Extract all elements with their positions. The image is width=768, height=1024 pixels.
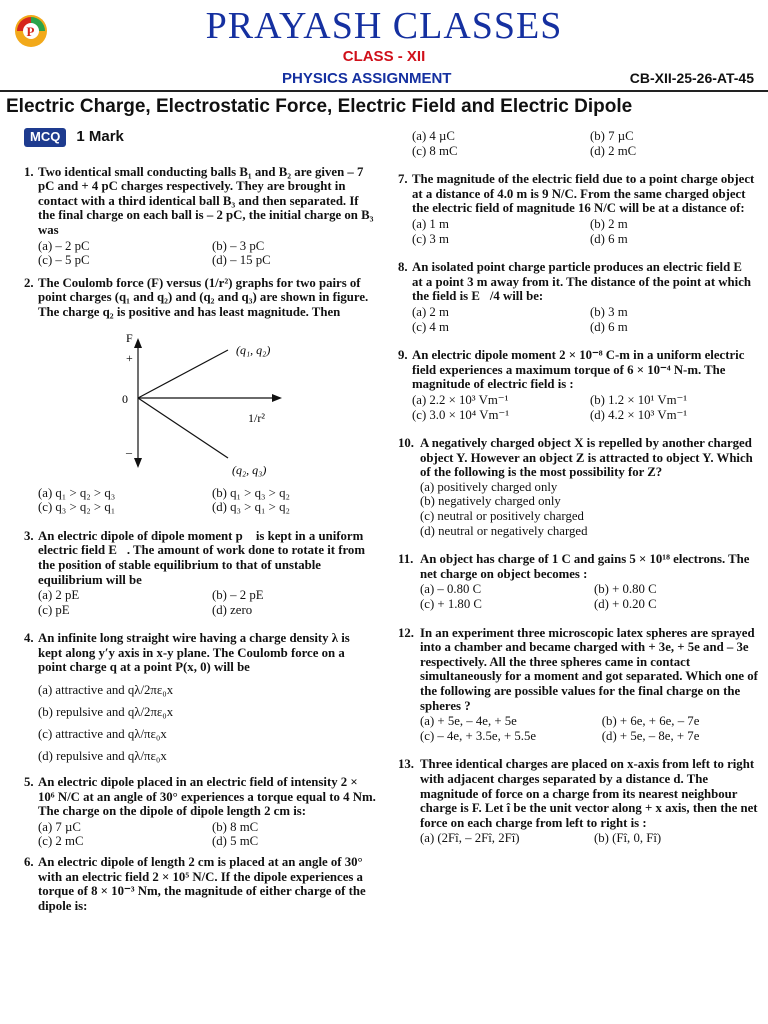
option-a[interactable]: (a) – 2 pC	[38, 238, 90, 253]
section-header	[24, 128, 376, 147]
assignment-label: PHYSICS ASSIGNMENT	[282, 70, 452, 87]
option-d[interactable]: (d) 6 m	[590, 319, 628, 334]
option-c[interactable]: (c) 2 mC	[38, 834, 84, 849]
option-a[interactable]: (a) 2 m	[412, 304, 449, 319]
question-number: 6.	[24, 855, 34, 870]
option-c[interactable]: (c) 8 mC	[412, 143, 458, 158]
question-text: An object has charge of 1 C and gains 5 × 10¹⁸ electrons. The net charge on object becomes :	[420, 552, 750, 581]
question-text: An isolated point charge particle produces an electric field E⃗ at a point 3 m away from it. The distance of the point at which the field is E⃗/4 will be:	[412, 260, 752, 304]
option-c[interactable]: (c) 3 m	[412, 231, 449, 246]
option-a[interactable]: (a) q₁ > q₂ > q₃	[38, 485, 116, 500]
option-d[interactable]: (d) 5 mC	[212, 834, 259, 849]
option-b[interactable]: (b) q₁ > q₃ > q₂	[212, 485, 290, 500]
question-6-options	[398, 129, 758, 158]
brand-title: PRAYASH CLASSES	[205, 5, 563, 47]
plus-sign: +	[126, 350, 133, 365]
question-7	[398, 172, 758, 246]
option-d[interactable]: (d) 4.2 × 10³ Vm⁻¹	[590, 407, 688, 422]
question-number: 8.	[398, 260, 408, 275]
question-number: 9.	[398, 348, 408, 363]
line1-label: (q₁, q₂)	[236, 342, 271, 357]
line-q2-q3	[138, 398, 228, 458]
option-b[interactable]: (b) 2 m	[590, 216, 628, 231]
mcq-badge: MCQ	[24, 128, 66, 147]
option-d[interactable]: (d) + 0.20 C	[594, 597, 657, 612]
option-b[interactable]: (b) 8 mC	[212, 819, 259, 834]
option-b[interactable]: (b) + 0.80 C	[594, 582, 657, 597]
option-d[interactable]: (d) zero	[212, 602, 253, 617]
question-13	[398, 757, 758, 846]
option-d[interactable]: (d) neutral or negatively charged	[420, 523, 588, 538]
option-a[interactable]: (a) 7 µC	[38, 819, 81, 834]
option-c[interactable]: (c) – 4e, + 3.5e, + 5.5e	[420, 728, 537, 743]
option-a[interactable]: (a) 2.2 × 10³ Vm⁻¹	[412, 392, 509, 407]
option-c[interactable]: (c) 4 m	[412, 319, 449, 334]
option-b[interactable]: (b) – 3 pC	[212, 238, 265, 253]
y-axis-arrow-icon	[134, 338, 142, 348]
option-d[interactable]: (d) 6 m	[590, 231, 628, 246]
minus-sign: –	[126, 444, 132, 459]
option-b[interactable]: (b) – 2 pE	[212, 588, 264, 603]
question-8	[398, 260, 758, 334]
option-d[interactable]: (d) – 15 pC	[212, 253, 271, 268]
question-4	[24, 631, 376, 767]
option-b[interactable]: (b) negatively charged only	[420, 494, 561, 509]
question-6	[24, 855, 376, 913]
question-11	[398, 552, 758, 611]
option-c[interactable]: (c) – 5 pC	[38, 253, 90, 268]
question-number: 1.	[24, 164, 34, 179]
question-number: 5.	[24, 775, 34, 790]
marks-label: 1 Mark	[76, 128, 124, 145]
y-axis-label: F	[126, 331, 133, 345]
question-number: 10.	[398, 436, 414, 451]
question-text: In an experiment three microscopic latex spheres are sprayed into a chamber and became charged with + 3e, + 5e and – 3e respectively. All the three spheres came in contact simultaneously for a moment and got separated. Which one of the following are possible values for the final charge on the spheres ?	[420, 625, 758, 713]
option-c[interactable]: (c) neutral or positively charged	[420, 509, 584, 524]
option-a[interactable]: (a) – 0.80 C	[420, 582, 482, 597]
header-divider	[0, 90, 768, 92]
question-text: An infinite long straight wire having a charge density λ is kept along y′y axis in x-y plane. The Coulomb force on a point charge q at a point P(x, 0) will be	[38, 631, 350, 675]
class-label: CLASS - XII	[342, 48, 426, 65]
question-number: 3.	[24, 528, 34, 543]
option-c[interactable]: (c) pE	[38, 602, 70, 617]
line-q1-q2	[138, 350, 228, 398]
assignment-code: CB-XII-25-26-AT-45	[629, 70, 754, 86]
force-vs-inverse-square-graph	[98, 332, 398, 482]
option-a[interactable]: (a) + 5e, – 4e, + 5e	[420, 714, 517, 729]
left-column	[24, 128, 376, 913]
option-b[interactable]: (b) 3 m	[590, 304, 628, 319]
option-b[interactable]: (b) 1.2 × 10¹ Vm⁻¹	[590, 392, 688, 407]
question-text: The Coulomb force (F) versus (1/r²) graphs for two pairs of point charges (q₁ and q₂) and (q₂ and q₃) are shown in figure. The charge q₂ is positive and has least magnitude. Then	[38, 275, 369, 319]
option-d[interactable]: (d) + 5e, – 8e, + 7e	[601, 728, 700, 743]
question-text: The magnitude of the electric field due to a point charge object at a distance of 4.0 m is 9 N/C. From the same charged object the electric field of magnitude 16 N/C will be at a distance of:	[412, 172, 755, 216]
option-a[interactable]: (a) (2Fî, – 2Fî, 2Fî)	[420, 831, 520, 846]
question-2	[24, 276, 376, 515]
question-3	[24, 529, 376, 618]
option-d[interactable]: (d) repulsive and qλ/πε₀x	[38, 749, 167, 764]
option-a[interactable]: (a) 2 pE	[38, 588, 80, 603]
option-b[interactable]: (b) + 6e, + 6e, – 7e	[601, 714, 700, 729]
option-d[interactable]: (d) q₃ > q₁ > q₂	[212, 500, 290, 515]
option-b[interactable]: (b) (Fî, 0, Fî)	[594, 831, 662, 846]
question-text: An electric dipole placed in an electric field of intensity 2 × 10⁶ N/C at an angle of 30° experiences a torque equal to 4 Nm. The charge on the dipole of dipole length 2 cm is:	[38, 775, 376, 819]
question-1	[24, 165, 376, 268]
option-c[interactable]: (c) q₃ > q₂ > q₁	[38, 500, 116, 515]
option-b[interactable]: (b) repulsive and qλ/2πε₀x	[38, 705, 174, 720]
question-number: 13.	[398, 757, 414, 772]
question-text: Two identical small conducting balls B₁ and B₂ are given – 7 pC and + 4 pC charges respectively. They are brought in contact with a third identical ball B₃ and then separated. If the final charge on each ball is – 2 pC, the initial charge on B₃ was	[38, 164, 374, 237]
option-a[interactable]: (a) attractive and qλ/2πε₀x	[38, 683, 174, 698]
question-text: An electric dipole of dipole moment p⃗ is kept in a uniform electric field E⃗. The amount of work done to rotate it from the position of stable equilibrium to that of unstable equilibrium will be	[38, 528, 365, 587]
svg-text:P: P	[26, 24, 35, 39]
option-c[interactable]: (c) + 1.80 C	[420, 597, 482, 612]
question-9	[398, 348, 758, 422]
option-c[interactable]: (c) attractive and qλ/πε₀x	[38, 727, 167, 742]
question-text: A negatively charged object X is repelled by another charged object Y. However an object Z is attracted to object Y. Which of the following is the most possibility for Z?	[420, 436, 753, 480]
option-a[interactable]: (a) positively charged only	[420, 479, 558, 494]
origin-label: 0	[122, 391, 128, 406]
question-10	[398, 436, 758, 538]
x-axis-label: 1/r²	[248, 410, 265, 425]
question-number: 11.	[398, 552, 414, 567]
question-number: 7.	[398, 172, 408, 187]
question-number: 12.	[398, 625, 414, 640]
option-b[interactable]: (b) 7 µC	[590, 129, 634, 143]
question-text: Three identical charges are placed on x-axis from left to right with adjacent charges separated by a distance d. The magnitude of force on a charge from its nearest neighbour charge is F. Let î be the unit vector along + x axis, then the net force on each charge from left to right is :	[420, 757, 758, 830]
option-c[interactable]: (c) 3.0 × 10⁴ Vm⁻¹	[412, 407, 510, 422]
question-text: An electric dipole of length 2 cm is placed at an angle of 30° with an electric field 2 × 10⁵ N/C. If the dipole experiences a torque of 8 × 10⁻³ Nm, the magnitude of either charge of the dipole is:	[38, 855, 366, 913]
option-d[interactable]: (d) 2 mC	[590, 143, 637, 158]
x-axis-arrow-icon	[272, 394, 282, 402]
question-5	[24, 775, 376, 849]
option-a[interactable]: (a) 1 m	[412, 216, 449, 231]
question-12	[398, 626, 758, 744]
line2-label: (q₂, q₃)	[232, 462, 267, 477]
topic-heading: Electric Charge, Electrostatic Force, Electric Field and Electric Dipole	[6, 96, 633, 117]
right-column	[398, 128, 758, 846]
y-axis-down-arrow-icon	[134, 458, 142, 468]
question-number: 4.	[24, 631, 34, 646]
question-text: An electric dipole moment 2 × 10⁻⁸ C-m in a uniform electric field experiences a maximum torque of 6 × 10⁻⁴ N-m. The magnitude of electric field is :	[412, 348, 745, 392]
option-a[interactable]: (a) 4 µC	[412, 129, 455, 143]
question-number: 2.	[24, 275, 34, 290]
